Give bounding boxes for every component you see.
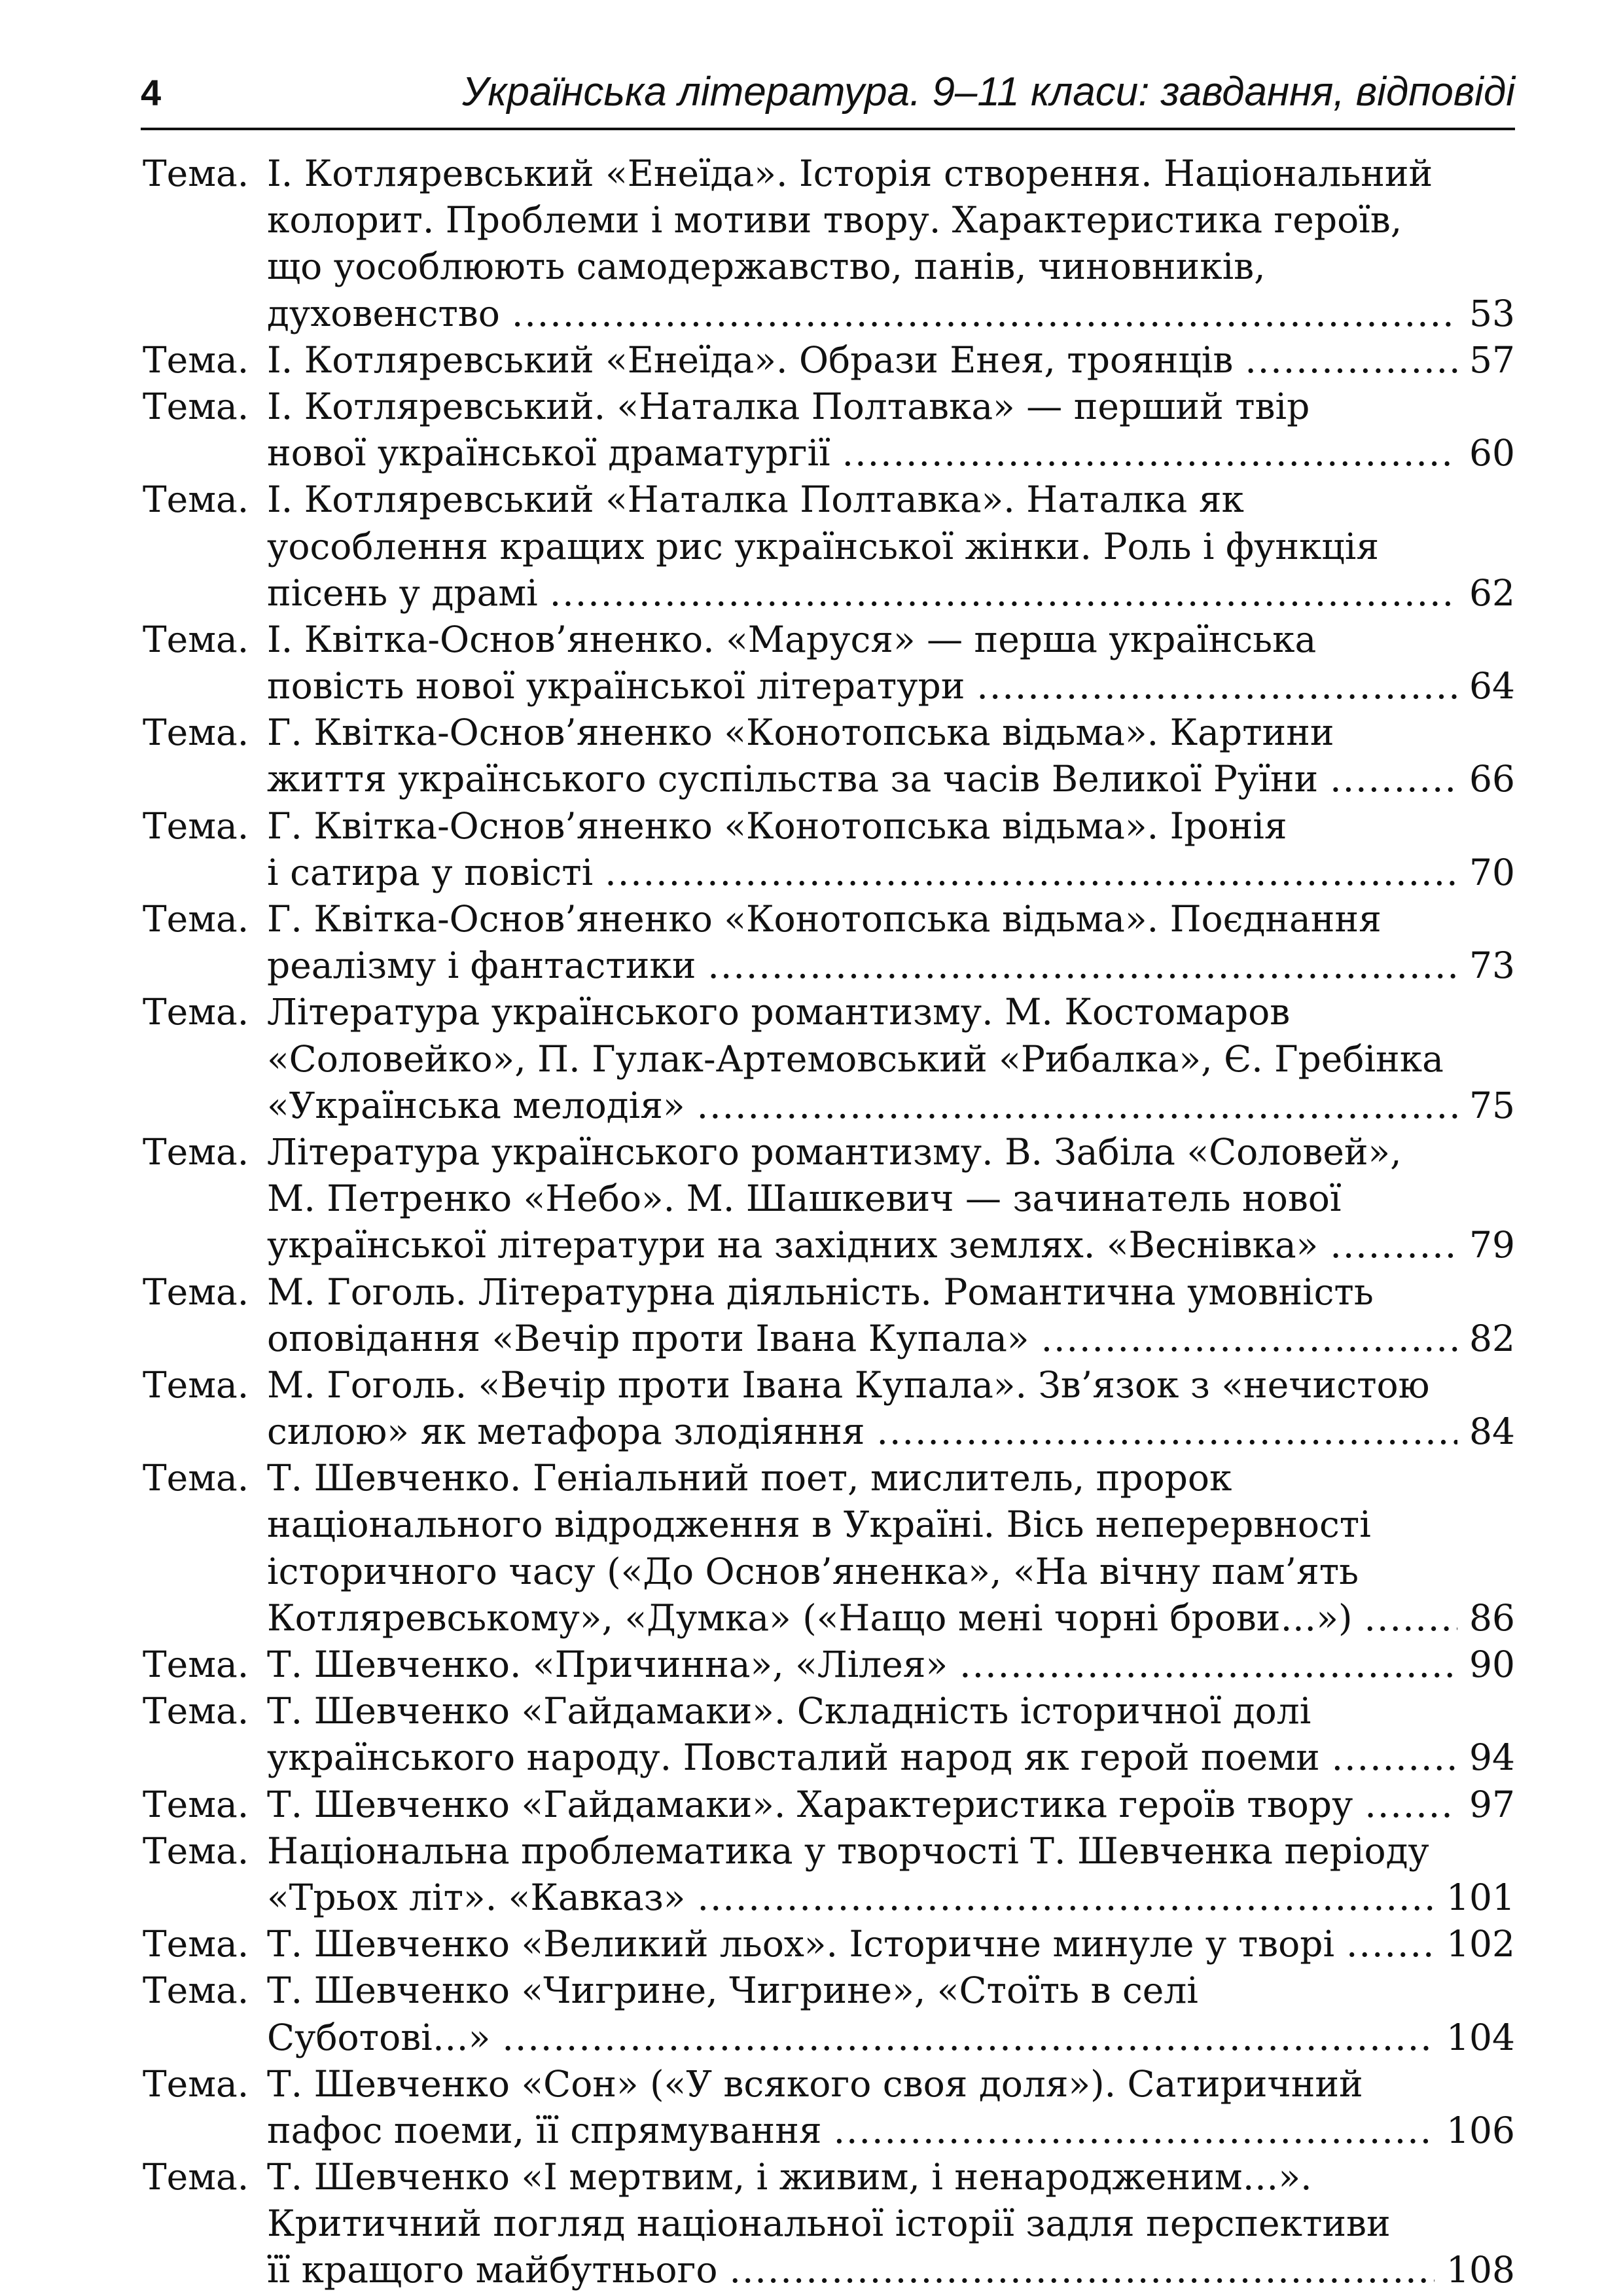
dot-leader xyxy=(1245,337,1457,384)
toc-entry-label: Тема. xyxy=(143,1969,249,2012)
toc-page-number: 108 xyxy=(1446,2249,1515,2291)
toc-page-number: 97 xyxy=(1469,1783,1515,1825)
toc-entry-line: історичного часу («До Основ’яненка», «На вічну пам’ять xyxy=(267,1550,1359,1592)
toc-entry xyxy=(143,989,1515,1129)
dot-leader xyxy=(877,1408,1458,1455)
table-of-contents xyxy=(143,151,1515,2294)
toc-entry-line: колорит. Проблеми і мотиви твору. Характеристика героїв, xyxy=(267,199,1402,242)
toc-entry-line: Література українського романтизму. М. Костомаров xyxy=(267,991,1291,1033)
dot-leader xyxy=(1041,1316,1457,1362)
dot-leader xyxy=(959,1641,1457,1688)
toc-entry-line: уособлення кращих рис української жінки. Роль і функція xyxy=(267,525,1380,567)
dot-leader xyxy=(605,850,1457,896)
toc-page-number: 53 xyxy=(1469,292,1515,334)
toc-entry-line: оповідання «Вечір проти Івана Купала» xyxy=(267,1317,1029,1359)
toc-entry-line: Т. Шевченко «Великий льох». Історичне минуле у творі xyxy=(267,1923,1335,1965)
toc-page-number: 86 xyxy=(1469,1596,1515,1639)
dot-leader xyxy=(707,942,1457,989)
toc-entry-line: М. Гоголь. Літературна діяльність. Романтична умовність xyxy=(267,1270,1374,1313)
toc-page-number: 106 xyxy=(1446,2109,1515,2151)
toc-entry-label: Тема. xyxy=(143,1130,249,1173)
toc-entry xyxy=(143,1782,1515,1828)
toc-entry-line: М. Петренко «Небо». М. Шашкевич — зачинатель нової xyxy=(267,1177,1342,1220)
toc-entry-line: Суботові…» xyxy=(267,2016,491,2058)
toc-page-number: 60 xyxy=(1469,432,1515,475)
toc-entry xyxy=(143,709,1515,802)
dot-leader xyxy=(1332,1734,1457,1781)
toc-entry-line: Критичний погляд національної історії задля перспективи xyxy=(267,2202,1391,2245)
toc-entry xyxy=(143,803,1515,896)
toc-entry-line: життя українського суспільства за часів Великої Руїни xyxy=(267,758,1319,800)
toc-entry-label: Тема. xyxy=(143,2062,249,2105)
toc-entry xyxy=(143,1455,1515,1641)
toc-entry-label: Тема. xyxy=(143,1363,249,1406)
toc-entry-line: силою» як метафора злодіяння xyxy=(267,1410,865,1453)
toc-entry xyxy=(143,384,1515,476)
toc-entry-line: М. Гоголь. «Вечір проти Івана Купала». Зв’язок з «нечистою xyxy=(267,1363,1430,1406)
toc-entry xyxy=(143,2154,1515,2294)
dot-leader xyxy=(697,1083,1457,1129)
toc-entry-line: «Трьох літ». «Кавказ» xyxy=(267,1876,686,1918)
toc-entry-label: Тема. xyxy=(143,1457,249,1499)
toc-entry-label: Тема. xyxy=(143,804,249,847)
toc-entry-label: Тема. xyxy=(143,152,249,194)
toc-entry-line: І. Котляревський «Наталка Полтавка». Наталка як xyxy=(267,478,1244,521)
dot-leader xyxy=(729,2247,1435,2293)
toc-page-number: 94 xyxy=(1469,1736,1515,1779)
toc-entry-line: Т. Шевченко «Гайдамаки». Складність історичної долі xyxy=(267,1690,1311,1732)
toc-entry-line: національного відродження в Україні. Вісь неперервності xyxy=(267,1503,1371,1546)
toc-entry-line: духовенство xyxy=(267,292,500,334)
dot-leader xyxy=(842,430,1457,476)
toc-entry-line: нової української драматургії xyxy=(267,432,830,475)
toc-entry xyxy=(143,1921,1515,1967)
toc-entry-label: Тема. xyxy=(143,338,249,381)
toc-entry-line: І. Квітка-Основ’яненко. «Маруся» — перша українська xyxy=(267,618,1317,660)
toc-entry-label: Тема. xyxy=(143,618,249,660)
dot-leader xyxy=(834,2108,1435,2154)
toc-entry-line: українського народу. Повсталий народ як герой поеми xyxy=(267,1736,1320,1779)
toc-entry-label: Тема. xyxy=(143,1643,249,1685)
toc-page-number: 79 xyxy=(1469,1224,1515,1266)
toc-entry xyxy=(143,337,1515,384)
toc-entry-line: і сатира у повісті xyxy=(267,851,594,893)
toc-entry-line: І. Котляревський. «Наталка Полтавка» — перший твір xyxy=(267,385,1310,427)
toc-entry xyxy=(143,1362,1515,1455)
toc-entry-line: Котляревському», «Думка» («Нащо мені чорні брови…») xyxy=(267,1596,1353,1639)
toc-entry-line: І. Котляревський «Енеїда». Історія створення. Національний xyxy=(267,152,1433,194)
toc-entry-line: української літератури на західних землях. «Веснівка» xyxy=(267,1224,1319,1266)
toc-entry-line: що уособлюють самодержавство, панів, чиновників, xyxy=(267,245,1266,288)
dot-leader xyxy=(1330,1222,1457,1268)
toc-entry-label: Тема. xyxy=(143,1690,249,1732)
toc-page-number: 82 xyxy=(1469,1317,1515,1359)
toc-entry-label: Тема. xyxy=(143,898,249,940)
toc-entry-line: Т. Шевченко. Геніальний поет, мислитель, пророк xyxy=(267,1457,1232,1499)
toc-page-number: 102 xyxy=(1446,1923,1515,1965)
toc-entry-label: Тема. xyxy=(143,1923,249,1965)
toc-page-number: 90 xyxy=(1469,1643,1515,1685)
toc-entry-label: Тема. xyxy=(143,2156,249,2198)
running-title: Українська література. 9–11 класи: завдання, відповіді xyxy=(462,69,1515,115)
dot-leader xyxy=(1364,1595,1458,1641)
dot-leader xyxy=(512,291,1457,337)
toc-entry-line: «Соловейко», П. Гулак-Артемовський «Рибалка», Є. Гребінка xyxy=(267,1037,1444,1080)
toc-page-number: 104 xyxy=(1446,2016,1515,2058)
toc-entry-line: Т. Шевченко. «Причинна», «Лілея» xyxy=(267,1643,948,1685)
toc-entry-line: її кращого майбутнього xyxy=(267,2249,718,2291)
toc-entry xyxy=(143,2061,1515,2154)
toc-entry xyxy=(143,1688,1515,1781)
toc-entry-label: Тема. xyxy=(143,478,249,521)
toc-entry-line: Г. Квітка-Основ’яненко «Конотопська відьма». Картини xyxy=(267,711,1334,754)
page-number: 4 xyxy=(141,72,162,113)
toc-entry-label: Тема. xyxy=(143,1829,249,1872)
dot-leader xyxy=(1364,1782,1457,1828)
toc-entry-label: Тема. xyxy=(143,1270,249,1313)
toc-entry-line: Г. Квітка-Основ’яненко «Конотопська відьма». Іронія xyxy=(267,804,1287,847)
toc-page-number: 75 xyxy=(1469,1084,1515,1126)
toc-entry xyxy=(143,1967,1515,2060)
toc-entry-line: Т. Шевченко «Сон» («У всякого своя доля»). Сатиричний xyxy=(267,2062,1363,2105)
toc-page-number: 70 xyxy=(1469,851,1515,893)
toc-entry xyxy=(143,1641,1515,1688)
dot-leader xyxy=(976,663,1457,709)
dot-leader xyxy=(502,2015,1435,2061)
toc-entry xyxy=(143,617,1515,709)
toc-page-number: 84 xyxy=(1469,1410,1515,1453)
toc-entry-label: Тема. xyxy=(143,991,249,1033)
toc-page-number: 57 xyxy=(1469,338,1515,381)
dot-leader xyxy=(550,570,1457,617)
toc-entry xyxy=(143,476,1515,617)
toc-entry xyxy=(143,151,1515,337)
toc-entry xyxy=(143,1269,1515,1362)
toc-entry-line: пісень у драмі xyxy=(267,571,538,614)
toc-entry-label: Тема. xyxy=(143,1783,249,1825)
toc-entry-line: Т. Шевченко «І мертвим, і живим, і ненародженим…». xyxy=(267,2156,1312,2198)
toc-entry-line: Т. Шевченко «Чигрине, Чигрине», «Стоїть в селі xyxy=(267,1969,1198,2012)
toc-entry xyxy=(143,1828,1515,1921)
toc-page-number: 101 xyxy=(1446,1876,1515,1918)
toc-entry xyxy=(143,896,1515,989)
dot-leader xyxy=(1346,1921,1435,1967)
toc-entry-line: пафос поеми, її спрямування xyxy=(267,2109,822,2151)
toc-entry-line: «Українська мелодія» xyxy=(267,1084,685,1126)
toc-entry-line: І. Котляревський «Енеїда». Образи Енея, троянців xyxy=(267,338,1234,381)
toc-entry-line: Т. Шевченко «Гайдамаки». Характеристика героїв твору xyxy=(267,1783,1353,1825)
dot-leader xyxy=(697,1874,1435,1921)
toc-page-number: 62 xyxy=(1469,571,1515,614)
toc-entry-label: Тема. xyxy=(143,711,249,754)
toc-entry-line: Література українського романтизму. В. Забіла «Соловей», xyxy=(267,1130,1402,1173)
toc-page-number: 66 xyxy=(1469,758,1515,800)
toc-page-number: 64 xyxy=(1469,665,1515,708)
toc-entry-label: Тема. xyxy=(143,385,249,427)
page-header xyxy=(141,62,1515,130)
toc-entry-line: Національна проблематика у творчості Т. Шевченка періоду xyxy=(267,1829,1429,1872)
toc-entry-line: Г. Квітка-Основ’яненко «Конотопська відьма». Поєднання xyxy=(267,898,1382,940)
dot-leader xyxy=(1330,756,1457,802)
toc-entry-line: повість нової української літератури xyxy=(267,665,965,708)
toc-entry-line: реалізму і фантастики xyxy=(267,944,696,987)
toc-page-number: 73 xyxy=(1469,944,1515,987)
toc-entry xyxy=(143,1129,1515,1269)
